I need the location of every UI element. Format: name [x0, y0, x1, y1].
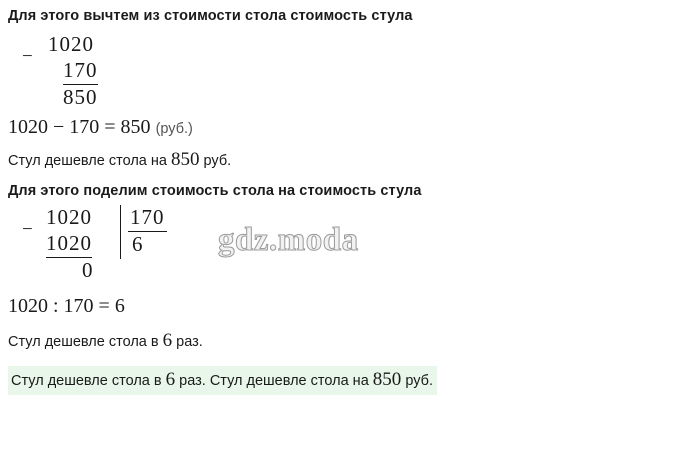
minus-sign-icon: −	[22, 46, 33, 67]
division-vertical-bar	[120, 205, 121, 259]
sentence-2-suffix: раз.	[172, 334, 203, 350]
step2-heading: Для этого поделим стоимость стола на стоимость стула	[8, 183, 422, 199]
sentence-1	[8, 149, 670, 171]
sentence-1-number: 850	[170, 149, 200, 170]
answer-part1-number: 6	[165, 369, 176, 390]
equation-line-2	[8, 295, 670, 318]
division-quotient: 6	[132, 232, 143, 256]
sentence-2-number: 6	[162, 330, 173, 351]
equation-2-text: 1020 : 170 = 6	[8, 295, 125, 317]
answer-part2-prefix: Стул дешевле стола на	[209, 373, 373, 389]
subtraction-result: 850	[63, 85, 98, 109]
division-remainder: 0	[82, 258, 93, 282]
equation-1-unit: (руб.)	[155, 121, 193, 137]
step1-heading: Для этого вычтем из стоимости стола стоимость стула	[8, 8, 413, 24]
division-subtrahend: 1020	[46, 231, 92, 258]
column-subtraction-block	[8, 30, 670, 108]
long-division-block	[8, 205, 670, 291]
sentence-2	[8, 330, 670, 352]
answer-part1-prefix: Стул дешевле стола в	[11, 373, 166, 389]
subtraction-operand-2: 170	[63, 58, 98, 85]
sentence-1-prefix: Стул дешевле стола на	[8, 153, 171, 169]
equation-1-text: 1020 − 170 = 850	[8, 116, 151, 138]
answer-part1-suffix: раз.	[175, 373, 210, 389]
division-dividend: 1020	[46, 205, 92, 229]
answer-part2-suffix: руб.	[401, 373, 433, 389]
equation-line-1	[8, 116, 670, 139]
sentence-1-suffix: руб.	[199, 153, 232, 169]
subtraction-operand-1: 1020	[48, 32, 94, 56]
watermark-logo: gdz.moda	[218, 222, 359, 258]
sentence-2-prefix: Стул дешевле стола в	[8, 334, 163, 350]
answer-highlight-bar	[8, 366, 437, 395]
division-minus-sign-icon: −	[22, 219, 33, 240]
division-divisor: 170	[128, 205, 167, 232]
answer-part2-number: 850	[372, 369, 402, 390]
